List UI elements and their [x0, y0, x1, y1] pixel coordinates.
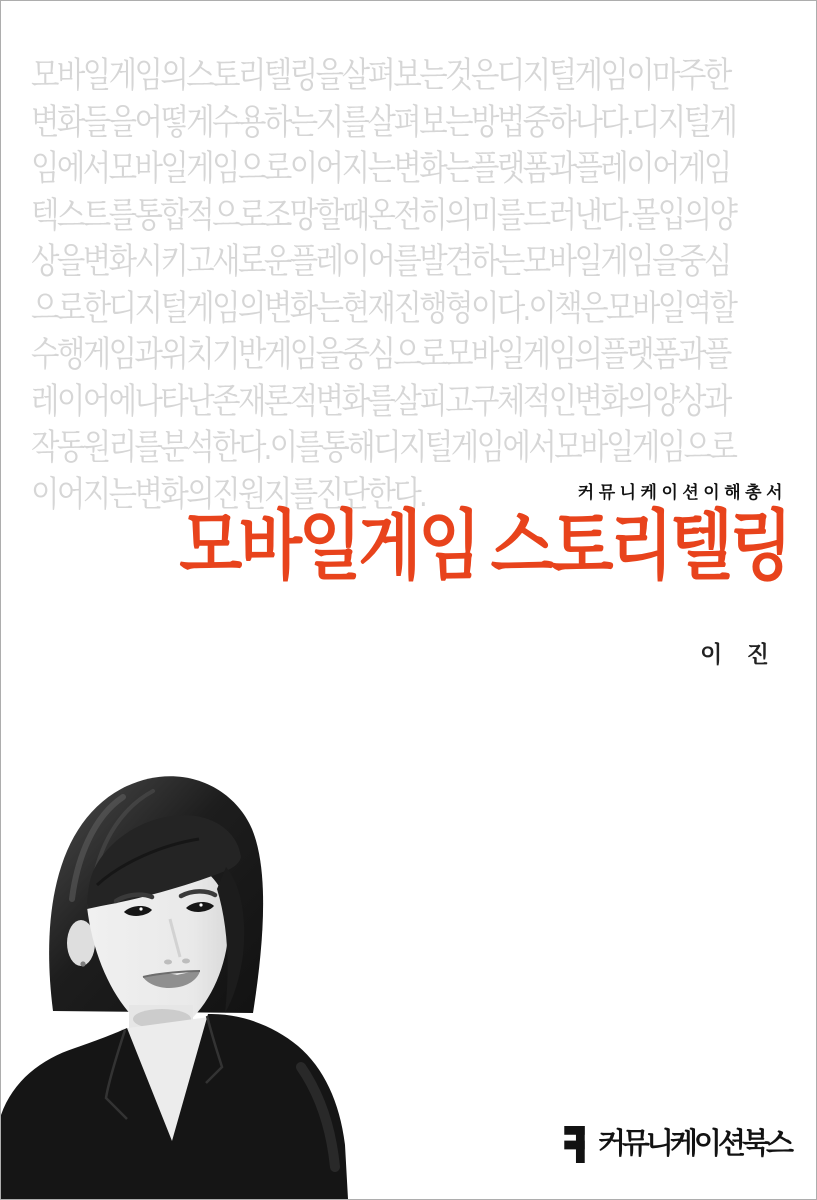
publisher-name: 커뮤니케이션북스 — [597, 1128, 790, 1160]
blurb-line: 상을변화시키고새로운플레이어를발견하는모바일게임을중심 — [31, 242, 730, 281]
blurb-line: 으로한디지털게임의변화는현재진행형이다.이책은모바일역할 — [31, 288, 736, 328]
publisher-logo — [564, 1126, 790, 1163]
blurb-line: 변화들을어떻게수용하는지를살펴보는방법중하나다.디지털게 — [31, 102, 736, 142]
series-label: 커뮤니케이션이해총서 — [577, 483, 787, 502]
blurb-line: 임에서모바일게임으로이어지는변화는플랫폼과플레이어게임 — [31, 149, 730, 188]
blurb-line: 이어지는변화의진원지를진단한다. — [31, 474, 425, 514]
blurb-line: 모바일게임의스토리텔링을살펴보는것은디지털게임이마주한 — [31, 56, 730, 95]
blurb-line: 텍스트를통합적으로조망할때온전히의미를드러낸다.몰입의양 — [31, 195, 736, 235]
publisher-kieuk-mark-icon — [564, 1126, 585, 1163]
author-portrait-photo — [1, 767, 353, 1199]
author-name: 이 진 — [700, 641, 772, 667]
book-title: 모바일게임 스토리텔링 — [179, 505, 789, 589]
blurb-line: 레이어에나타난존재론적변화를살피고구체적인변화의양상과 — [31, 381, 730, 421]
back-blurb-text — [31, 53, 787, 518]
blurb-line: 작동원리를분석한다.이를통해디지털게임에서모바일게임으로 — [31, 428, 736, 467]
blurb-line: 수행게임과위치기반게임을중심으로모바일게임의플랫폼과플 — [31, 335, 730, 374]
